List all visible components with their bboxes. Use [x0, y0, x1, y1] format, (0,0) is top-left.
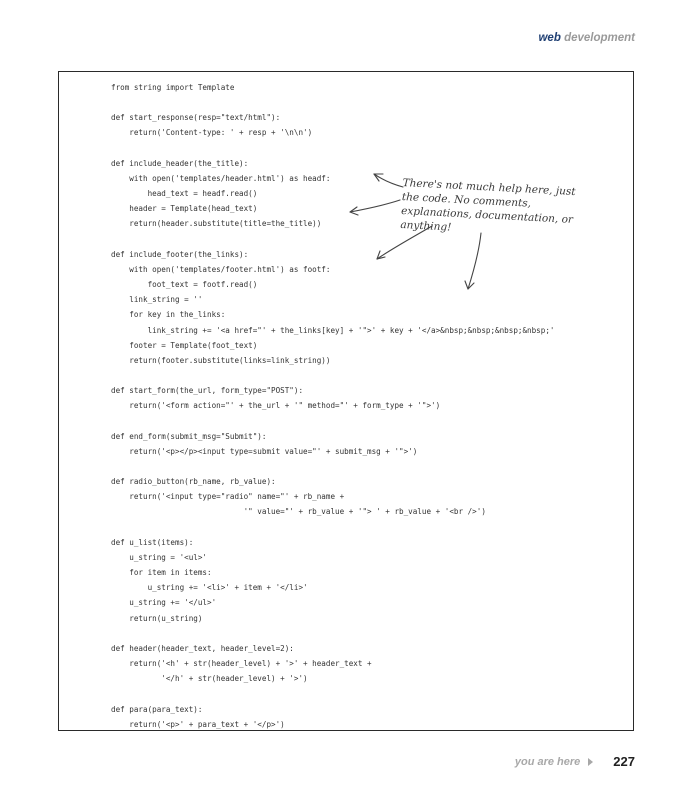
- code-line: def include_header(the_title):: [111, 158, 249, 168]
- handwritten-annotation: There's not much help here, just the code. No comments, explanations, documentation, or anything!: [400, 176, 576, 234]
- code-line: def radio_button(rb_name, rb_value):: [111, 477, 276, 487]
- code-line: def para(para_text):: [111, 704, 203, 714]
- code-line: u_string = '<ul>': [111, 552, 208, 562]
- code-line: return('Content-type: ' + resp + '\n\n'): [111, 128, 313, 138]
- code-line: for key in the_links:: [111, 310, 226, 320]
- code-line: footer = Template(foot_text): [111, 340, 258, 350]
- code-line: '</h' + str(header_level) + '>'): [111, 674, 308, 684]
- code-line: return(header.substitute(title=the_title)): [111, 219, 322, 229]
- page-number: 227: [613, 754, 635, 769]
- page-footer: [515, 754, 635, 769]
- code-line: from string import Template: [111, 83, 235, 92]
- code-line: head_text = headf.read(): [111, 189, 258, 199]
- code-line: def end_form(submit_msg="Submit"):: [111, 431, 267, 441]
- code-line: with open('templates/header.html') as headf:: [111, 173, 331, 183]
- arrow-to-header-template: [350, 200, 400, 212]
- code-line: link_string += '<a href="' + the_links[key] + '">' + key + '</a>&nbsp;&nbsp;&nbsp;&nbsp;': [111, 325, 555, 335]
- code-line: def u_list(items):: [111, 537, 194, 547]
- code-line: def include_footer(the_links):: [111, 249, 249, 259]
- code-line: u_string += '</ul>': [111, 598, 217, 608]
- running-header-highlight: web: [538, 32, 561, 44]
- code-line: header = Template(head_text): [111, 204, 258, 214]
- code-line: def header(header_text, header_level=2):: [111, 643, 294, 653]
- arrow-to-footer-body: [468, 233, 481, 289]
- code-line: def start_form(the_url, form_type="POST"):: [111, 386, 304, 396]
- code-line: foot_text = footf.read(): [111, 280, 258, 290]
- code-line: for item in items:: [111, 568, 212, 578]
- code-line: return('<input type="radio" name="' + rb_name +: [111, 492, 345, 502]
- code-line: with open('templates/footer.html') as footf:: [111, 264, 331, 274]
- arrow-right-icon: [588, 758, 593, 766]
- code-line: return('<p></p><input type=submit value="' + submit_msg + '">'): [111, 446, 418, 456]
- running-header-rest: development: [564, 32, 635, 44]
- code-line: '" value="' + rb_value + '"> ' + rb_value + '<br />'): [111, 507, 486, 517]
- code-line: link_string = '': [111, 295, 203, 305]
- code-line: return('<h' + str(header_level) + '>' + header_text +: [111, 659, 372, 669]
- code-line: return(footer.substitute(links=link_string)): [111, 355, 331, 365]
- code-line: return(u_string): [111, 613, 203, 623]
- code-line: u_string += '<li>' + item + '</li>': [111, 583, 308, 593]
- code-line: return('<p>' + para_text + '</p>'): [111, 719, 285, 729]
- code-line: return('<form action="' + the_url + '" method="' + form_type + '">'): [111, 401, 441, 411]
- code-line: def start_response(resp="text/html"):: [111, 113, 281, 123]
- you-are-here-label: you are here: [514, 755, 581, 768]
